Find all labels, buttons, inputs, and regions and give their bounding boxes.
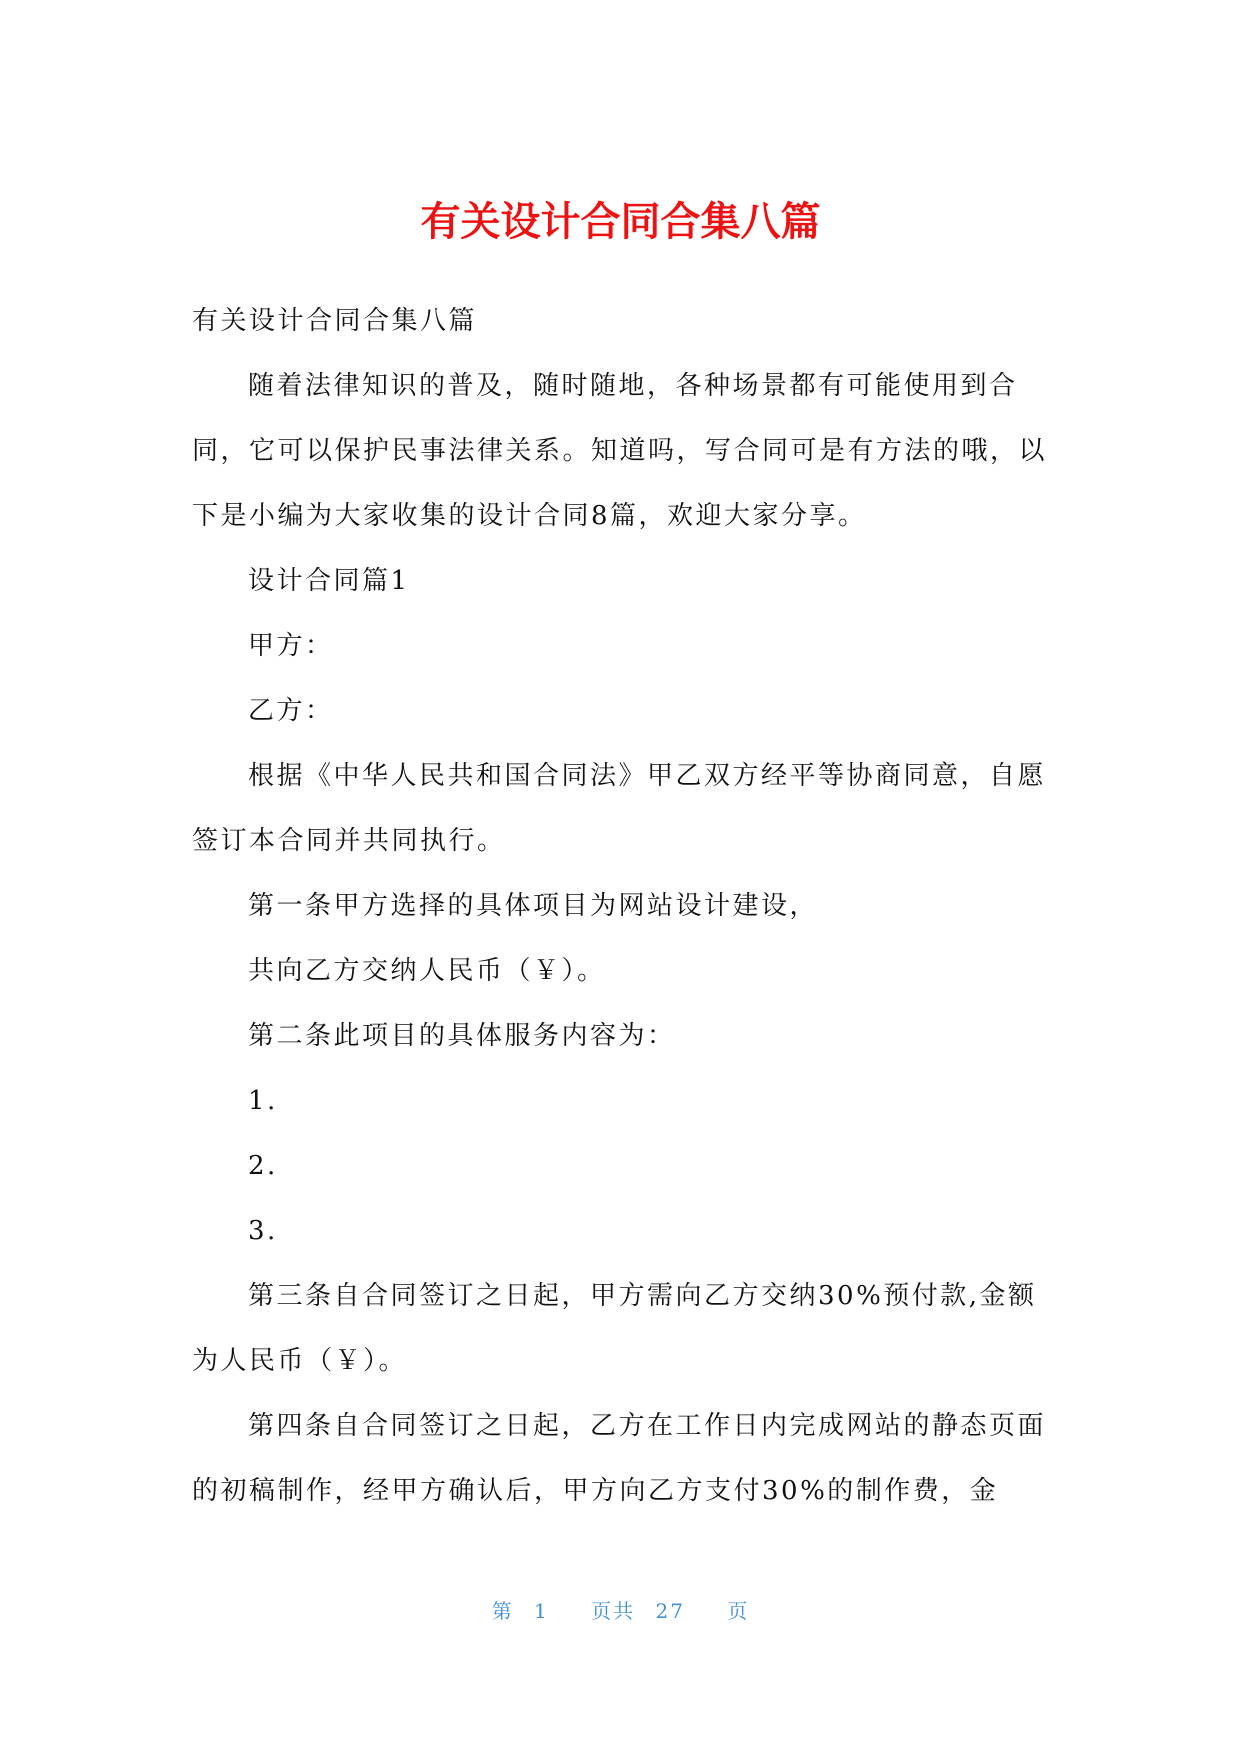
paragraph-basis: 根据《中华人民共和国合同法》甲乙双方经平等协商同意，自愿签订本合同并共同执行。 <box>192 761 1047 856</box>
paragraph-section-heading: 设计合同篇1 <box>248 566 410 596</box>
footer-page-prefix: 第 <box>491 1599 514 1623</box>
footer-page-mid: 页共 <box>591 1599 636 1623</box>
paragraph-payment-total: 共向乙方交纳人民币（￥）。 <box>248 956 606 986</box>
paragraph-list-item-1: 1. <box>248 1086 278 1116</box>
footer-page-number: 1 <box>534 1599 549 1623</box>
paragraph-article-4: 第四条自合同签订之日起，乙方在工作日内完成网站的静态页面的初稿制作，经甲方确认后，甲方向乙方支付30%的制作费，金 <box>192 1411 1047 1506</box>
paragraph-party-b: 乙方： <box>248 696 334 726</box>
footer-page-suffix: 页 <box>727 1599 750 1623</box>
paragraph-subtitle: 有关设计合同合集八篇 <box>192 306 478 336</box>
footer-page-total: 27 <box>655 1599 685 1623</box>
paragraph-party-a: 甲方： <box>248 631 334 661</box>
page-footer <box>0 1596 1241 1626</box>
paragraph-article-3: 第三条自合同签订之日起，甲方需向乙方交纳30%预付款,金额为人民币（￥）。 <box>192 1281 1037 1376</box>
paragraph-article-1: 第一条甲方选择的具体项目为网站设计建设， <box>248 891 819 921</box>
paragraph-article-2: 第二条此项目的具体服务内容为： <box>248 1021 676 1051</box>
paragraph-list-item-3: 3. <box>248 1216 278 1246</box>
paragraph-list-item-2: 2. <box>248 1151 278 1181</box>
document-body <box>192 289 1050 1524</box>
paragraph-intro: 随着法律知识的普及，随时随地，各种场景都有可能使用到合同，它可以保护民事法律关系。知道吗，写合同可是有方法的哦，以下是小编为大家收集的设计合同8篇，欢迎大家分享。 <box>192 371 1048 531</box>
document-title: 有关设计合同合集八篇 <box>420 199 821 245</box>
